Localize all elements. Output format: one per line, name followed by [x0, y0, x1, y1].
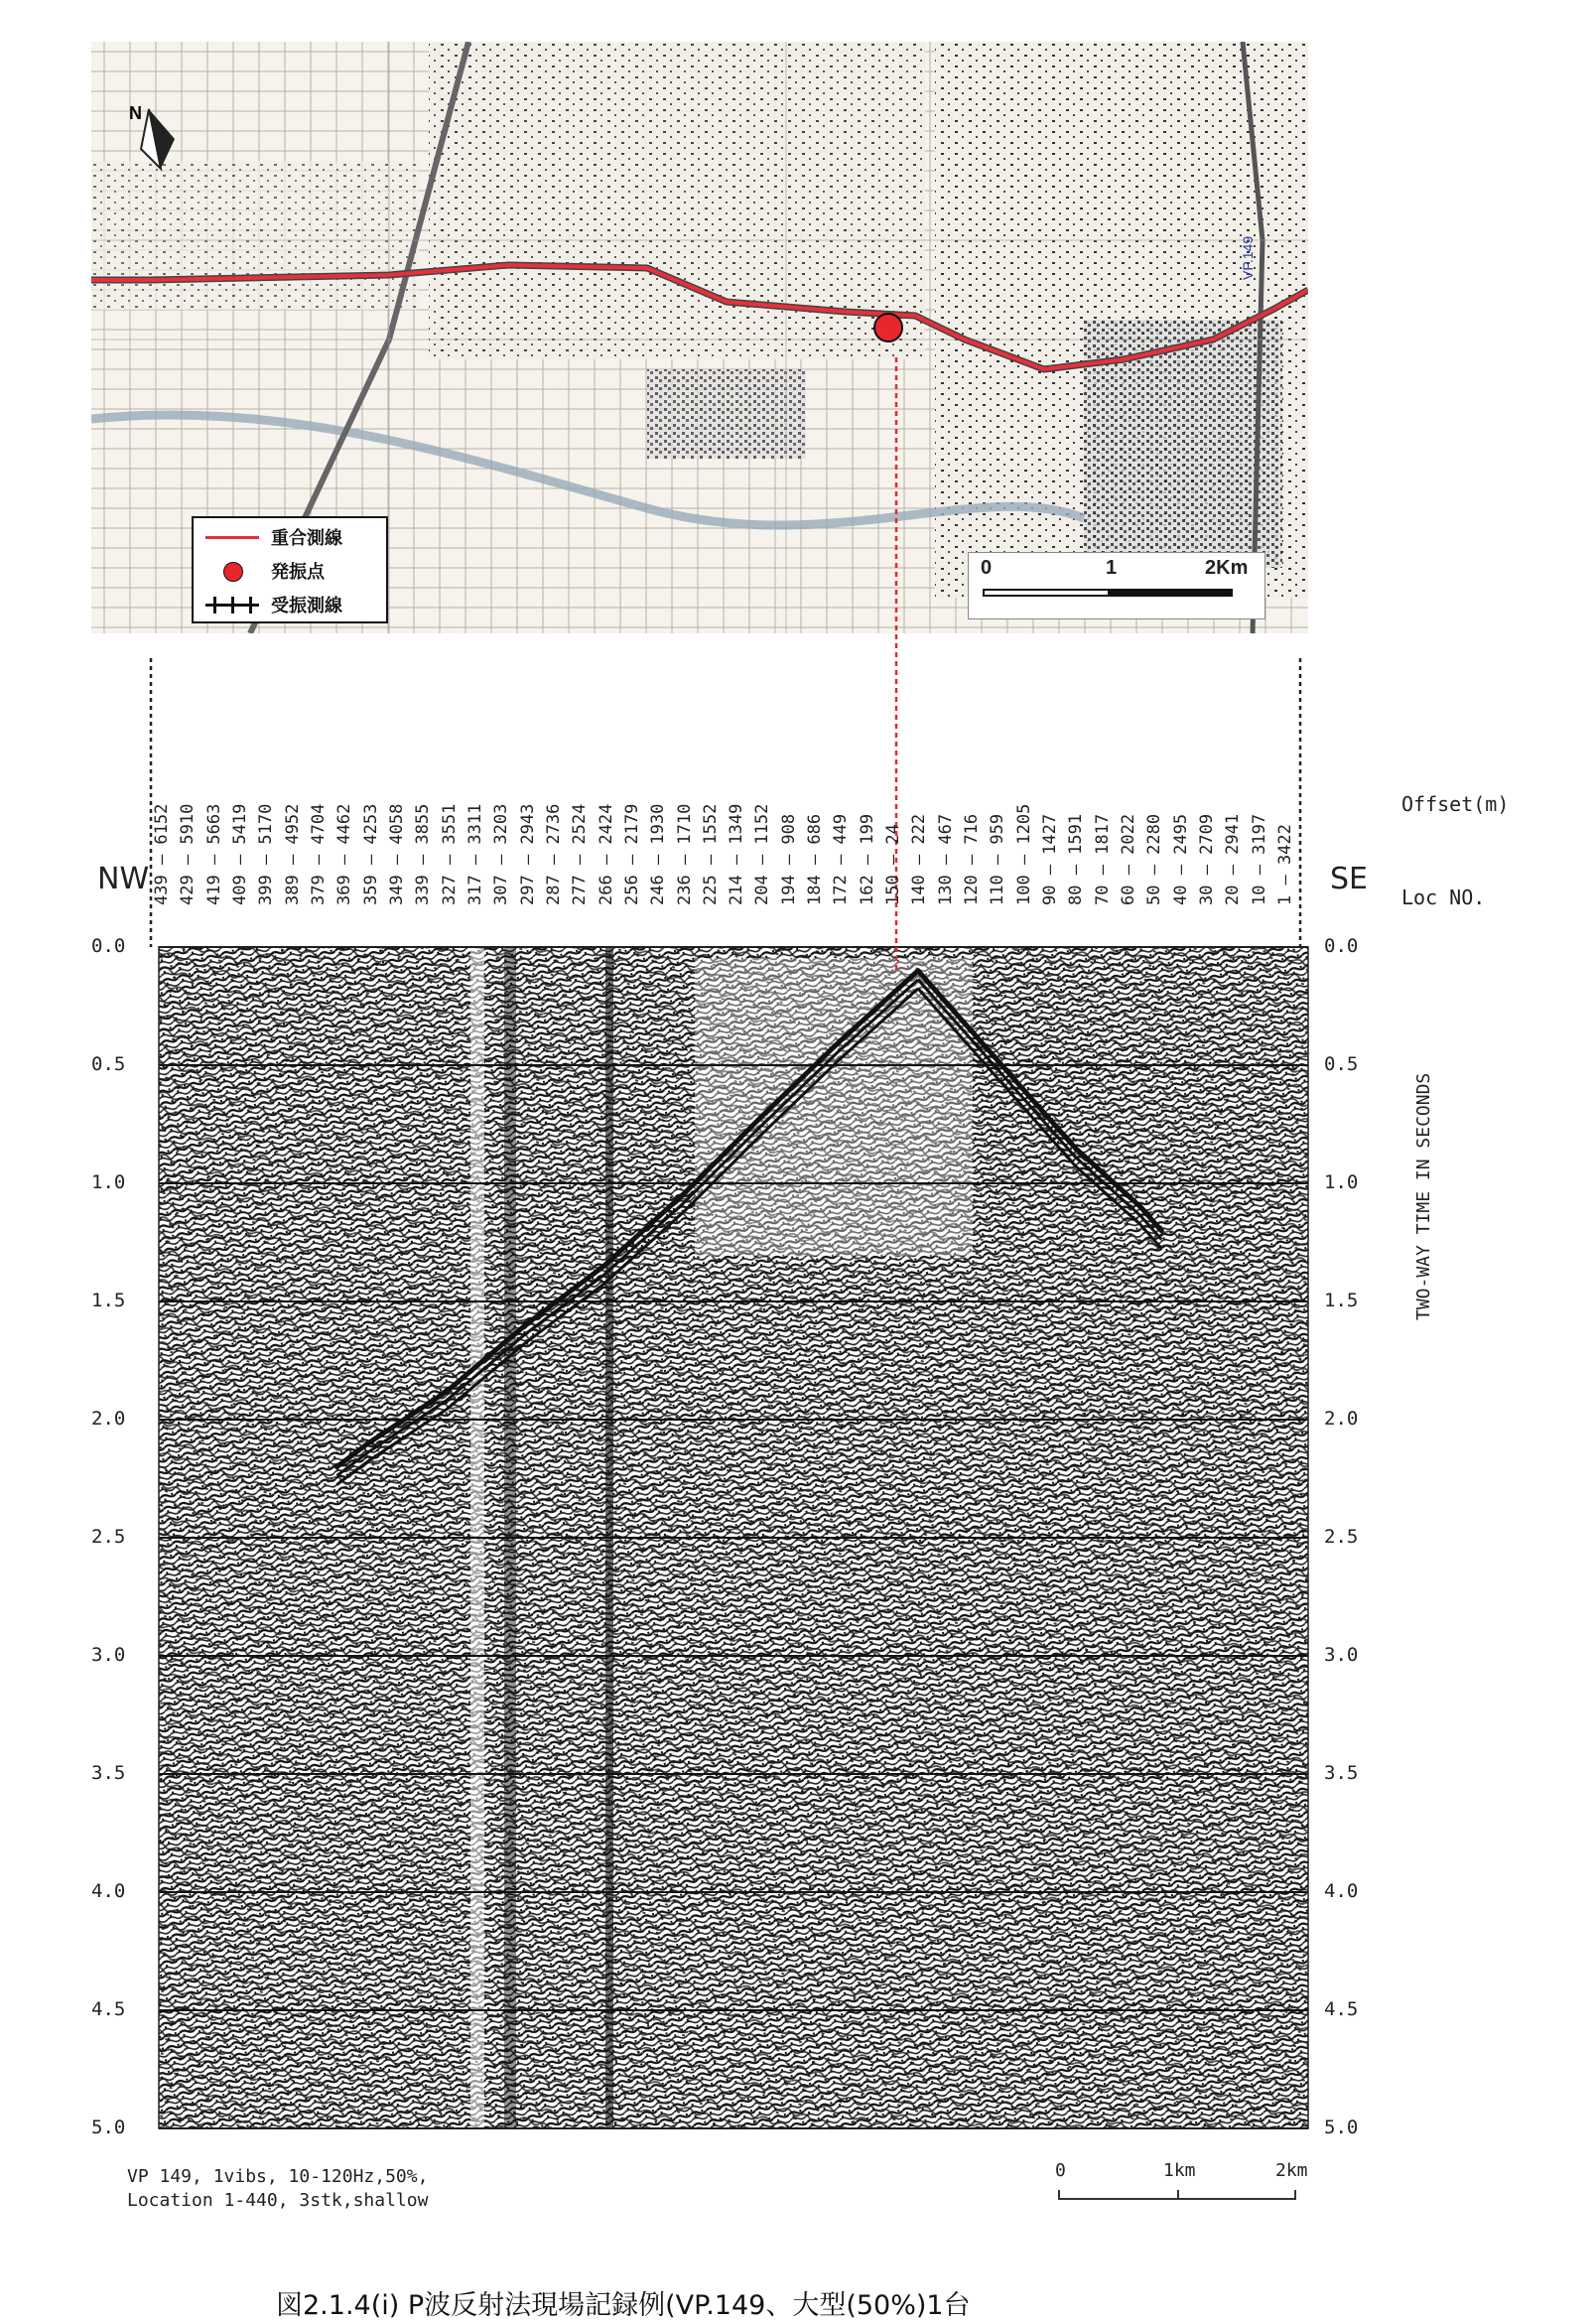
time-tick-label: 5.0	[91, 2117, 126, 2138]
trace-label: 287 — 2736	[543, 803, 564, 905]
trace-label: 359 — 4253	[360, 803, 381, 905]
trace-label: 246 — 1930	[648, 803, 669, 905]
first-arrival-point	[915, 968, 920, 973]
loc-axis-label: Loc NO.	[1401, 886, 1486, 909]
first-arrival-point	[1138, 1204, 1143, 1209]
first-arrival-point	[1020, 1086, 1025, 1091]
time-tick-label: 1.5	[1324, 1290, 1359, 1311]
trace-label: 30 — 2709	[1196, 813, 1217, 905]
location-map	[91, 42, 1308, 633]
trace-label: 120 — 716	[962, 813, 983, 905]
trace-label: 162 — 199	[857, 813, 877, 905]
time-tick-label: 1.5	[91, 1290, 126, 1311]
first-arrival-point	[1112, 1181, 1117, 1186]
trace-label: 50 — 2280	[1144, 813, 1165, 905]
shot-point-marker	[874, 314, 902, 341]
trace-label: 389 — 4952	[282, 803, 303, 905]
time-tick-label: 0.5	[1324, 1053, 1359, 1075]
first-arrival-point	[968, 1027, 973, 1032]
trace-label: 317 — 3311	[465, 803, 485, 905]
time-tick-label: 4.0	[1324, 1880, 1359, 1902]
first-arrival-line	[336, 971, 918, 1467]
trace-label: 60 — 2022	[1118, 813, 1138, 905]
offset-axis-label: Offset(m)	[1401, 792, 1510, 816]
trace-label: 256 — 2179	[621, 803, 642, 905]
time-tick-label: 0.0	[91, 935, 126, 957]
first-arrival-line	[918, 989, 1161, 1249]
trace-label: 236 — 1710	[674, 803, 695, 905]
red-dot-icon	[203, 560, 261, 582]
time-tick-label: 3.5	[91, 1762, 126, 1784]
first-arrival-point	[601, 1264, 606, 1269]
time-tick-label: 4.0	[91, 1880, 126, 1902]
trace-label: 214 — 1349	[727, 803, 747, 905]
trace-label: 80 — 1591	[1066, 813, 1087, 905]
trace-label: 194 — 908	[778, 813, 799, 905]
first-arrival-point	[758, 1115, 763, 1120]
map-scale: 0 1 2Km	[968, 552, 1265, 619]
time-gridlines	[159, 947, 1308, 2128]
trace-label: 130 — 467	[935, 813, 956, 905]
legend-item-stack: 重合測線	[203, 522, 342, 552]
trace-label: 100 — 1205	[1013, 803, 1034, 905]
time-tick-label: 2.5	[91, 1526, 126, 1548]
first-arrival-point	[915, 968, 920, 973]
time-tick-label: 3.5	[1324, 1762, 1359, 1784]
location-params: Location 1-440, 3stk,shallow	[127, 2190, 429, 2211]
se-label: SE	[1330, 862, 1368, 896]
first-arrival-line	[336, 980, 918, 1476]
trace-label: 184 — 686	[805, 813, 826, 905]
time-tick-label: 1.0	[1324, 1171, 1359, 1193]
time-tick-label: 2.0	[1324, 1408, 1359, 1430]
time-tick-label: 2.5	[1324, 1526, 1359, 1548]
line-label: VP.149	[1240, 235, 1256, 280]
time-axis-label: TWO-WAY TIME IN SECONDS	[1413, 1072, 1434, 1320]
trace-label: 150 — 24	[883, 824, 904, 905]
trace-label: 439 — 6152	[152, 803, 173, 905]
trace-label: 204 — 1152	[752, 803, 773, 905]
time-tick-label: 0.0	[1324, 935, 1359, 957]
section-texture	[159, 947, 1308, 2128]
trace-label: 90 — 1427	[1039, 813, 1060, 905]
trace-label: 110 — 959	[988, 813, 1008, 905]
cross-line-icon	[203, 594, 261, 615]
trace-label: 379 — 4704	[309, 803, 330, 905]
trace-label: 297 — 2943	[517, 803, 538, 905]
first-arrival-point	[334, 1464, 339, 1469]
trace-label: 20 — 2941	[1223, 813, 1244, 905]
first-arrival-point	[523, 1322, 528, 1327]
legend-item-receiver: 受振測線	[203, 590, 342, 619]
time-tick-label: 3.0	[1324, 1644, 1359, 1666]
nw-label: NW	[97, 862, 150, 896]
trace-label: 409 — 5419	[230, 803, 251, 905]
trace-label: 1 — 3422	[1274, 824, 1295, 905]
trace-label: 419 — 5663	[203, 803, 224, 905]
figure-caption: 図2.1.4(i) P波反射法現場記録例(VP.149、大型(50%)1台	[276, 2290, 971, 2321]
time-tick-label: 2.0	[91, 1408, 126, 1430]
time-tick-label: 4.5	[1324, 1998, 1359, 2020]
trace-label: 399 — 5170	[256, 803, 277, 905]
trace-label: 429 — 5910	[178, 803, 199, 905]
map-legend	[192, 516, 388, 623]
trace-label: 172 — 449	[831, 813, 852, 905]
first-arrival-point	[837, 1039, 842, 1044]
north-label: N	[129, 103, 142, 123]
trace-label: 339 — 3855	[413, 803, 434, 905]
first-arrival-point	[1159, 1228, 1164, 1233]
time-tick-label: 5.0	[1324, 2117, 1359, 2138]
first-arrivals	[334, 968, 1164, 1484]
time-tick-label: 0.5	[91, 1053, 126, 1075]
trace-label: 140 — 222	[909, 813, 930, 905]
first-arrival-point	[366, 1440, 371, 1445]
trace-label: 277 — 2524	[570, 803, 591, 905]
acquisition-params: VP 149, 1vibs, 10-120Hz,50%,	[127, 2166, 429, 2187]
trace-label: 327 — 3551	[439, 803, 460, 905]
first-arrival-line	[918, 980, 1161, 1240]
first-arrival-line	[918, 971, 1161, 1231]
trace-label: 307 — 3203	[491, 803, 512, 905]
trace-label: 10 — 3197	[1249, 813, 1269, 905]
first-arrival-line	[336, 989, 918, 1485]
first-arrival-point	[445, 1389, 450, 1394]
time-tick-label: 3.0	[91, 1644, 126, 1666]
trace-label: 349 — 4058	[387, 803, 408, 905]
first-arrival-point	[1073, 1146, 1078, 1151]
trace-label: 70 — 1817	[1092, 813, 1113, 905]
first-arrival-point	[680, 1192, 685, 1197]
time-tick-label: 1.0	[91, 1171, 126, 1193]
trace-label: 40 — 2495	[1170, 813, 1191, 905]
red-line-icon	[203, 526, 261, 548]
trace-label: 369 — 4462	[334, 803, 355, 905]
trace-label: 266 — 2424	[596, 803, 616, 905]
trace-label: 225 — 1552	[700, 803, 721, 905]
time-tick-label: 4.5	[91, 1998, 126, 2020]
legend-item-shot: 発振点	[203, 556, 325, 586]
